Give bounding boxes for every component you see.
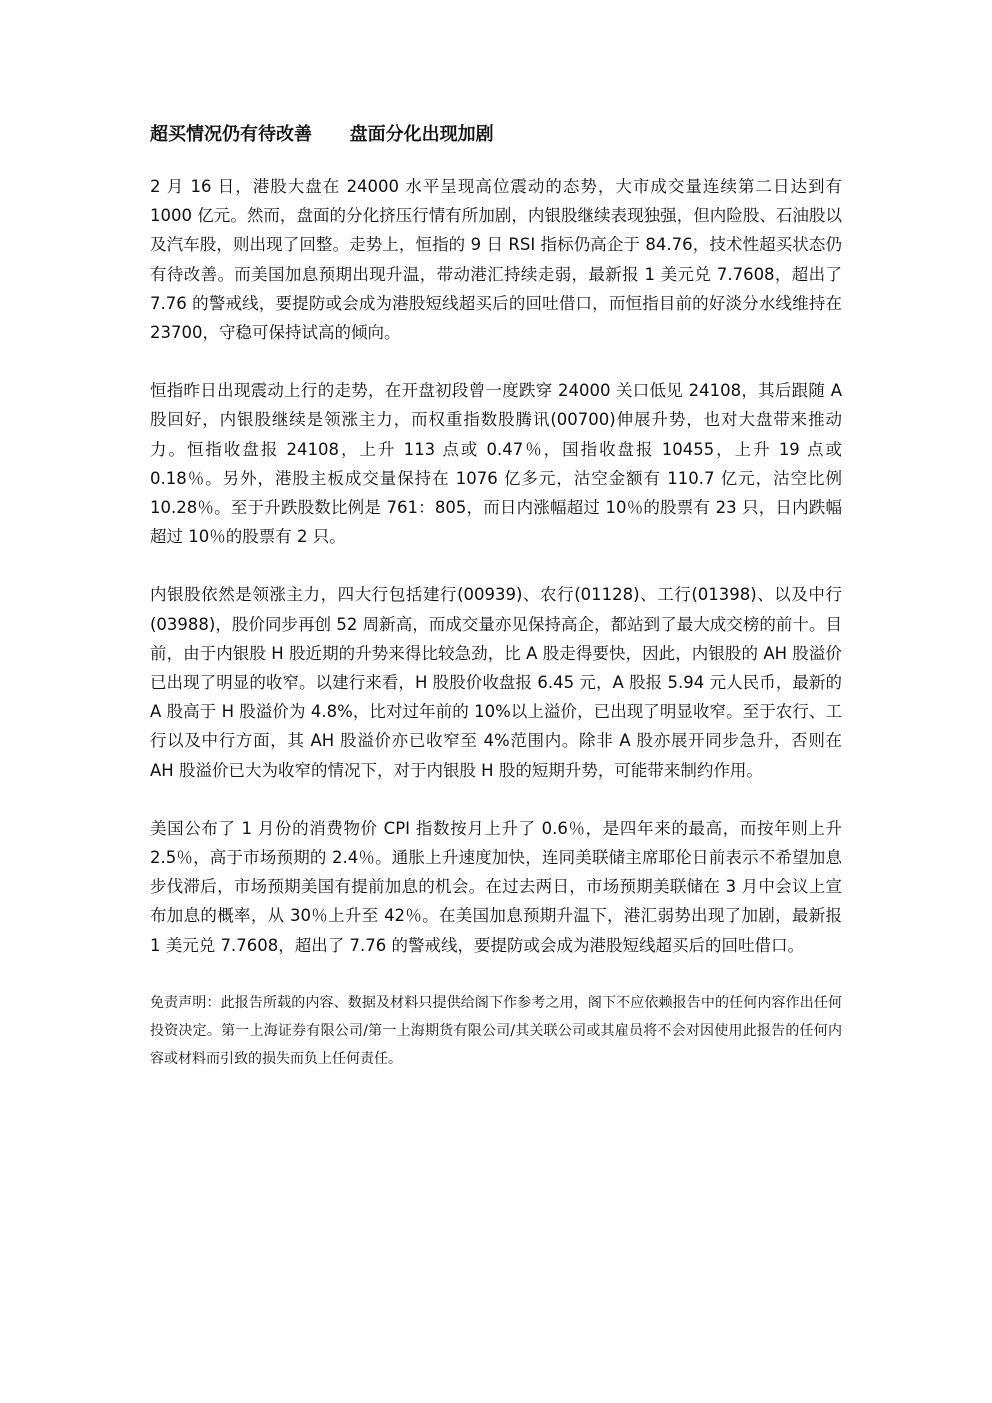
document-page [150, 120, 842, 1073]
paragraph-4: 美国公布了 1 月份的消费物价 CPI 指数按月上升了 0.6％，是四年来的最高，而按年则上升 2.5％，高于市场预期的 2.4％。通胀上升速度加快，连同美联储主席耶伦日前表示不希望加息步伐滞后，市场预期美国有提前加息的机会。在过去两日，市场预期美联储在 3 月中会议上宣布加息的概率，从 30％上升至 42％。在美国加息预期升温下，港汇弱势出现了加剧，最新报 1 美元兑 7.7608，超出了 7.76 的警戒线，要提防或会成为港股短线超买后的回吐借口。 [150, 818, 842, 955]
paragraph-3: 内银股依然是领涨主力，四大行包括建行(00939)、农行(01128)、工行(01398)、以及中行(03988)，股价同步再创 52 周新高，而成交量亦见保持高企，都站到了最大成交榜的前十。目前，由于内银股 H 股近期的升势来得比较急劲，比 A 股走得要快，因此，内银股的 AH 股溢价已出现了明显的收窄。以建行来看，H 股股价收盘报 6.45 元，A 股报 5.94 元人民币，最新的 A 股高于 H 股溢价为 4.8%，比对过年前的 10%以上溢价，已出现了明显收窄。至于农行、工行以及中行方面，其 AH 股溢价亦已收窄至 4%范围内。除非 A 股亦展开同步急升，否则在 AH 股溢价已大为收窄的情况下，对于内银股 H 股的短期升势，可能带来制约作用。 [150, 585, 842, 780]
article-title: 超买情况仍有待改善 盘面分化出现加剧 [150, 124, 494, 145]
disclaimer: 免责声明：此报告所载的内容、数据及材料只提供给阁下作参考之用，阁下不应依赖报告中的任何内容作出任何投资决定。第一上海证券有限公司/第一上海期货有限公司/其关联公司或其雇员将不会对因使用此报告的任何内容或材料而引致的损失而负上任何责任。 [150, 994, 842, 1067]
paragraph-1: 2 月 16 日，港股大盘在 24000 水平呈现高位震动的态势，大市成交量连续第二日达到有 1000 亿元。然而，盘面的分化挤压行情有所加剧，内银股继续表现独强，但内险股、石油股以及汽车股，则出现了回整。走势上，恒指的 9 日 RSI 指标仍高企于 84.76，技术性超买状态仍有待改善。而美国加息预期出现升温，带动港汇持续走弱，最新报 1 美元兑 7.7608，超出了 7.76 的警戒线，要提防或会成为港股短线超买后的回吐借口，而恒指目前的好淡分水线维持在 23700，守稳可保持试高的倾向。 [150, 177, 842, 343]
paragraph-2: 恒指昨日出现震动上行的走势，在开盘初段曾一度跌穿 24000 关口低见 24108，其后跟随 A 股回好，内银股继续是领涨主力，而权重指数股腾讯(00700)伸展升势，也对大盘带来推动力。恒指收盘报 24108，上升 113 点或 0.47％，国指收盘报 10455，上升 19 点或 0.18％。另外，港股主板成交量保持在 1076 亿多元，沽空金额有 110.7 亿元，沽空比例 10.28％。至于升跌股数比例是 761：805，而日内涨幅超过 10％的股票有 23 只，日内跌幅超过 10％的股票有 2 只。 [150, 381, 842, 547]
